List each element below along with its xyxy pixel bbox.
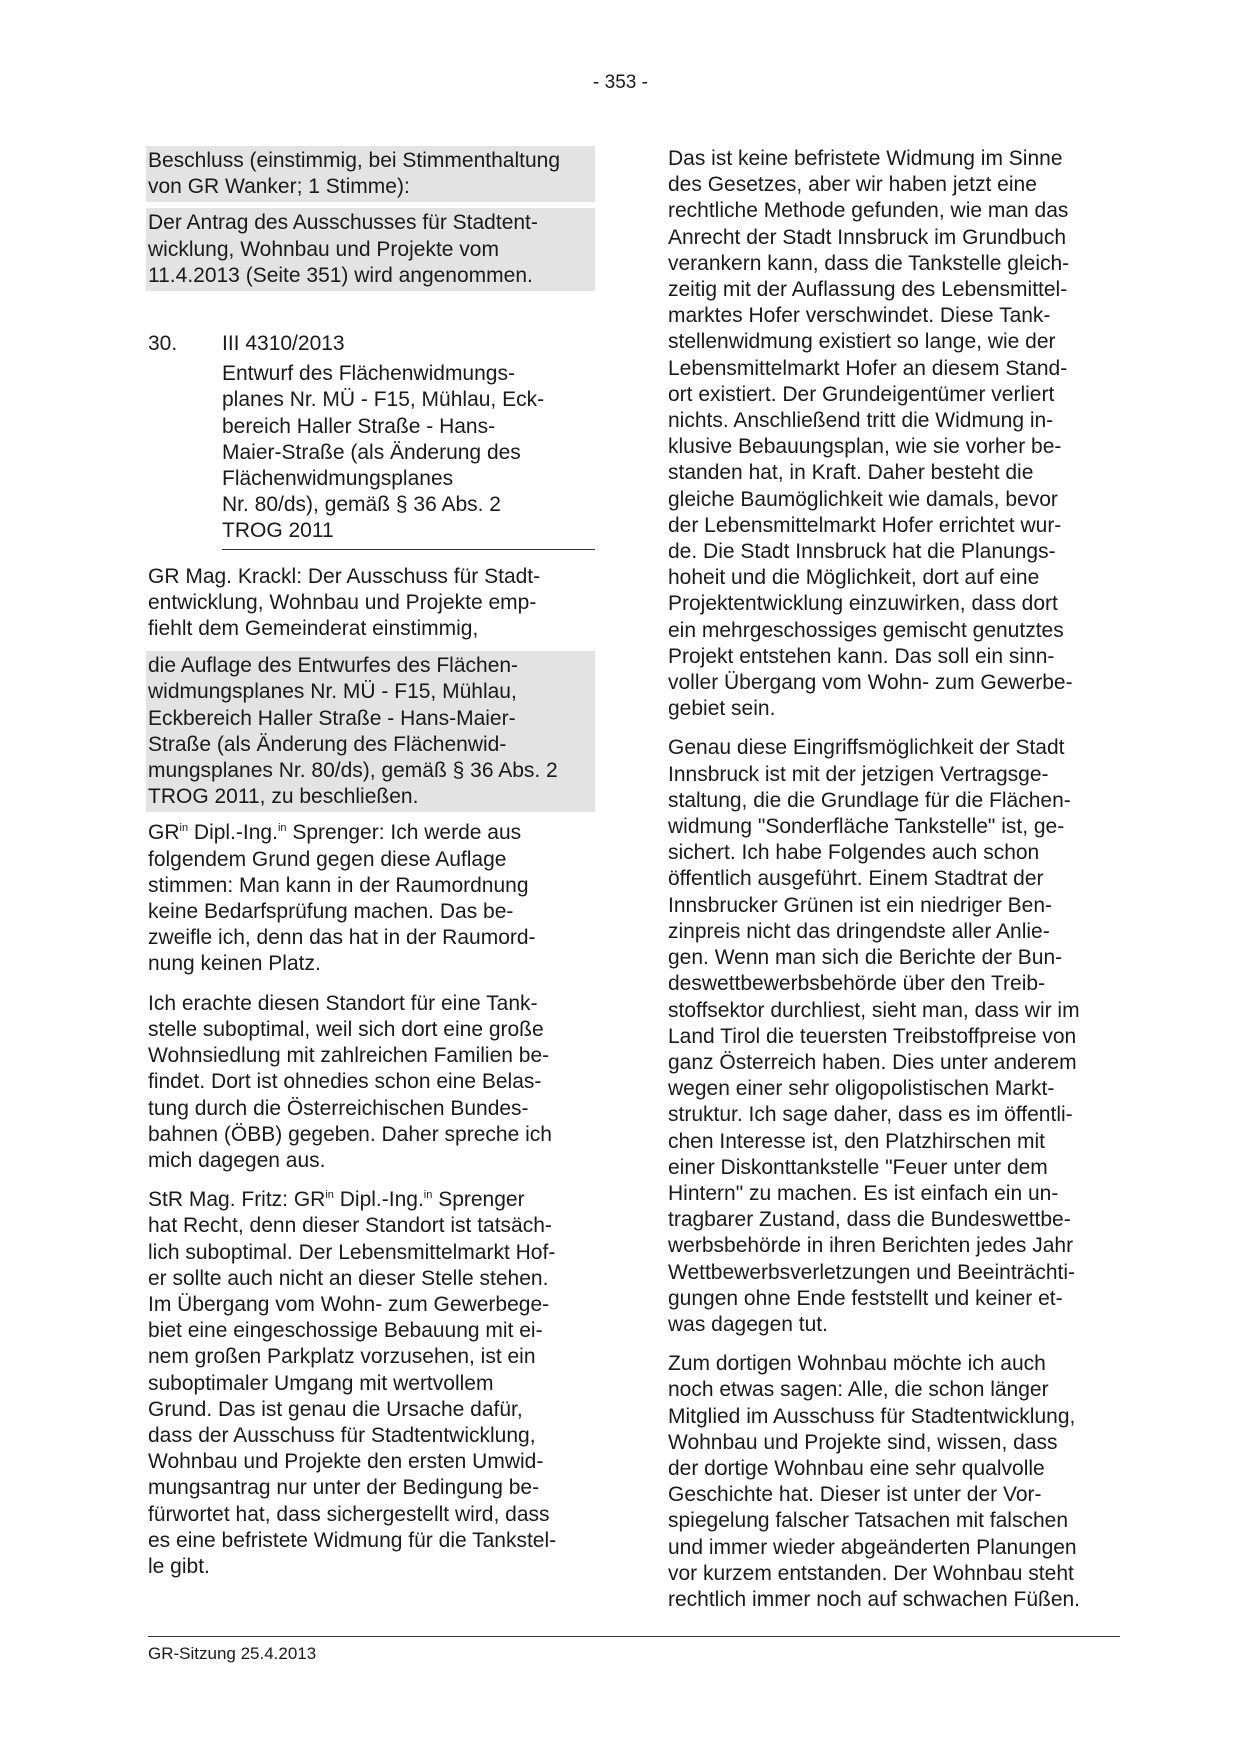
superscript: in xyxy=(423,1189,433,1202)
text-line: ort existiert. Der Grundeigentümer verliert xyxy=(668,382,1055,406)
text-line: stimmen: Man kann in der Raumordnung xyxy=(148,873,529,897)
text-line: Genau diese Eingriffsmöglichkeit der Stadt xyxy=(668,736,1065,760)
text-line: planes Nr. MÜ - F15, Mühlau, Eck- xyxy=(222,388,545,412)
text-line: standen hat, in Kraft. Daher besteht die xyxy=(668,461,1034,485)
text-line: öffentlich ausgeführt. Einem Stadtrat der xyxy=(668,867,1044,891)
text-line: Land Tirol die teuersten Treibstoffpreise von xyxy=(668,1024,1077,1048)
speaker-degree: Dipl.-Ing. xyxy=(188,821,278,845)
text-line: stellenwidmung existiert so lange, wie der xyxy=(668,330,1056,354)
text-line: stoffsektor durchliest, sieht man, dass wir im xyxy=(668,998,1080,1022)
agenda-item-number: 30. xyxy=(148,332,178,356)
text-line: Der Antrag des Ausschusses für Stadtent- xyxy=(148,211,538,235)
sprenger-paragraph xyxy=(148,820,595,977)
text-line: Hintern" zu machen. Es ist einfach ein un- xyxy=(668,1181,1059,1205)
antrag-block xyxy=(146,208,595,291)
text-line: Wohnbau und Projekte den ersten Umwid- xyxy=(148,1450,544,1474)
text-line: Lebensmittelmarkt Hofer an diesem Stand- xyxy=(668,356,1068,380)
text-line: noch etwas sagen: Alle, die schon länger xyxy=(668,1378,1049,1402)
text-line: tragbarer Zustand, dass die Bundeswettbe- xyxy=(668,1208,1071,1232)
text-line: Maier-Straße (als Änderung des xyxy=(222,440,521,464)
text-line: folgendem Grund gegen diese Auflage xyxy=(148,847,507,871)
text-line: der Lebensmittelmarkt Hofer errichtet wur- xyxy=(668,513,1062,537)
text-line: chen Interesse ist, den Platzhirschen mit xyxy=(668,1129,1046,1153)
text-line xyxy=(148,1187,595,1213)
text-line xyxy=(148,820,595,846)
text-line: hat Recht, denn dieser Standort ist tatsäch- xyxy=(148,1214,552,1238)
text-line: deswettbewerbsbehörde über den Treib- xyxy=(668,972,1046,996)
text-line: wegen einer sehr oligopolistischen Markt- xyxy=(668,1077,1055,1101)
text-line: einer Diskonttankstelle "Feuer unter dem xyxy=(668,1155,1048,1179)
text-line: sichert. Ich habe Folgendes auch schon xyxy=(668,841,1040,865)
text-line: mungsantrag nur unter der Bedingung be- xyxy=(148,1476,540,1500)
text-line: biet eine eingeschossige Bebauung mit ei- xyxy=(148,1319,543,1343)
text-line: Ich erachte diesen Standort für eine Tank- xyxy=(148,991,538,1015)
text-line: mich dagegen aus. xyxy=(148,1148,326,1172)
text-line: Entwurf des Flächenwidmungs- xyxy=(222,362,515,386)
text-line: struktur. Ich sage daher, dass es im öffentli- xyxy=(668,1103,1073,1127)
text-line: gungen ohne Ende feststellt und keiner et- xyxy=(668,1286,1063,1310)
left-column xyxy=(148,146,595,1593)
superscript: in xyxy=(277,822,287,835)
text-line: bahnen (ÖBB) gegeben. Daher spreche ich xyxy=(148,1122,552,1146)
text-line: TROG 2011 xyxy=(222,519,334,543)
text-line: Projektentwicklung einzuwirken, dass dort xyxy=(668,592,1058,616)
text-line: GR Mag. Krackl: Der Ausschuss für Stadt- xyxy=(148,564,541,588)
text-line: fürwortet hat, dass sichergestellt wird, dass xyxy=(148,1502,550,1526)
text-line: vor kurzem entstanden. Der Wohnbau steht xyxy=(668,1561,1074,1585)
text-line: ganz Österreich haben. Dies unter anderem xyxy=(668,1050,1077,1074)
text-line: TROG 2011, zu beschließen. xyxy=(148,785,419,809)
text-line: gen. Wenn man sich die Berichte der Bun- xyxy=(668,946,1063,970)
footer-rule xyxy=(148,1636,1120,1637)
agenda-item-code: III 4310/2013 xyxy=(222,332,345,356)
text-line: von GR Wanker; 1 Stimme): xyxy=(148,175,410,199)
text-line: nichts. Anschließend tritt die Widmung in- xyxy=(668,409,1054,433)
text-line: es eine befristete Widmung für die Tankstel- xyxy=(148,1528,557,1552)
text-line: er sollte auch nicht an dieser Stelle stehen. xyxy=(148,1266,549,1290)
text-line: stelle suboptimal, weil sich dort eine große xyxy=(148,1017,544,1041)
text-line: Beschluss (einstimmig, bei Stimmenthaltung xyxy=(148,149,561,172)
text-line: die Auflage des Entwurfes des Flächen- xyxy=(148,654,519,678)
text-line: Innsbruck ist mit der jetzigen Vertragsge- xyxy=(668,762,1049,786)
agenda-item-header xyxy=(148,331,595,357)
agenda-item-title xyxy=(222,361,595,549)
speaker-degree: Dipl.-Ing. xyxy=(333,1188,424,1212)
text-line: Straße (als Änderung des Flächenwid- xyxy=(148,732,507,756)
text-line: Eckbereich Haller Straße - Hans-Maier- xyxy=(148,706,516,730)
text-line: zweifle ich, denn das hat in der Raumord- xyxy=(148,926,536,950)
superscript: in xyxy=(179,822,189,835)
text-line: voller Übergang vom Wohn- zum Gewerbe- xyxy=(668,671,1073,695)
text-line: nem großen Parkplatz vorzusehen, ist ein xyxy=(148,1345,536,1369)
standort-paragraph xyxy=(148,991,595,1174)
text-line: Wohnbau und Projekte sind, wissen, dass xyxy=(668,1430,1058,1454)
text-line: Innsbrucker Grünen ist ein niedriger Ben- xyxy=(668,893,1053,917)
text-line: zeitig mit der Auflassung des Lebensmittel- xyxy=(668,278,1068,302)
text-line: wicklung, Wohnbau und Projekte vom xyxy=(148,237,499,261)
text-line: was dagegen tut. xyxy=(668,1312,828,1336)
text-line: widmung "Sonderfläche Tankstelle" ist, ge- xyxy=(668,815,1065,839)
text-line: spiegelung falscher Tatsachen mit falschen xyxy=(668,1509,1069,1533)
superscript: in xyxy=(325,1189,334,1202)
text-line: klusive Bebauungsplan, wie sie vorher be- xyxy=(668,435,1062,459)
text-line: bereich Haller Straße - Hans- xyxy=(222,414,496,438)
text-line: de. Die Stadt Innsbruck hat die Planungs- xyxy=(668,540,1056,564)
text-line: tung durch die Österreichischen Bundes- xyxy=(148,1096,529,1120)
text-line: gleiche Baumöglichkeit wie damals, bevor xyxy=(668,487,1058,511)
text-line: staltung, die die Grundlage für die Flächen- xyxy=(668,788,1071,812)
text-line: Im Übergang vom Wohn- zum Gewerbege- xyxy=(148,1292,550,1316)
text-line: Nr. 80/ds), gemäß § 36 Abs. 2 xyxy=(222,493,501,517)
text-line: lich suboptimal. Der Lebensmittelmarkt Hof- xyxy=(148,1240,556,1264)
text-line: rechtliche Methode gefunden, wie man das xyxy=(668,199,1069,223)
right-paragraph-3 xyxy=(668,1351,1116,1613)
text-line: entwicklung, Wohnbau und Projekte emp- xyxy=(148,590,537,614)
right-column xyxy=(668,146,1116,1626)
text-fragment: StR Mag. Fritz: GR xyxy=(148,1188,326,1212)
right-paragraph-1 xyxy=(668,146,1116,722)
text-line: gebiet sein. xyxy=(668,697,776,721)
text-line: Projekt entstehen kann. Das soll ein sinn- xyxy=(668,644,1055,668)
text-line: Mitglied im Ausschuss für Stadtentwicklung, xyxy=(668,1404,1076,1428)
text-line: le gibt. xyxy=(148,1554,210,1578)
auflage-block xyxy=(146,651,595,812)
text-line: fiehlt dem Gemeinderat einstimmig, xyxy=(148,617,479,641)
text-line: Geschichte hat. Dieser ist unter der Vor- xyxy=(668,1483,1042,1507)
speaker-title: GR xyxy=(148,821,180,845)
text-line: verankern kann, dass die Tankstelle gleich- xyxy=(668,251,1070,275)
krackl-paragraph xyxy=(148,564,595,643)
text-line: zinpreis nicht das dringendste aller Anlie- xyxy=(668,919,1050,943)
text-line: und immer wieder abgeänderten Planungen xyxy=(668,1535,1077,1559)
text-line: Anrecht der Stadt Innsbruck im Grundbuch xyxy=(668,225,1067,249)
text-line: keine Bedarfsprüfung machen. Das be- xyxy=(148,900,514,924)
text-line: suboptimaler Umgang mit wertvollem xyxy=(148,1371,494,1395)
text-line: ein mehrgeschossiges gemischt genutztes xyxy=(668,618,1064,642)
right-paragraph-2 xyxy=(668,735,1116,1338)
text-line: marktes Hofer verschwindet. Diese Tank- xyxy=(668,304,1051,328)
text-line: der dortige Wohnbau eine sehr qualvolle xyxy=(668,1456,1045,1480)
text-line: des Gesetzes, aber wir haben jetzt eine xyxy=(668,173,1037,197)
text-line: 11.4.2013 (Seite 351) wird angenommen. xyxy=(148,263,533,287)
page-number: - 353 - xyxy=(593,72,648,93)
text-line: werbsbehörde in ihren Berichten jedes Jahr xyxy=(668,1234,1074,1258)
text-line: Flächenwidmungsplanes xyxy=(222,467,454,491)
text-line: Wohnsiedlung mit zahlreichen Familien be- xyxy=(148,1044,550,1068)
text-line: Grund. Das ist genau die Ursache dafür, xyxy=(148,1397,523,1421)
text-line: Das ist keine befristete Widmung im Sinne xyxy=(668,147,1063,170)
text-fragment: Sprenger: Ich werde aus xyxy=(286,821,522,845)
beschluss-block xyxy=(146,146,595,202)
text-line: nung keinen Platz. xyxy=(148,952,321,976)
text-line: hoheit und die Möglichkeit, dort auf eine xyxy=(668,566,1040,590)
fritz-paragraph xyxy=(148,1187,595,1580)
text-line: rechtlich immer noch auf schwachen Füßen. xyxy=(668,1587,1081,1611)
text-fragment: Sprenger xyxy=(432,1188,525,1212)
footer-session-date: GR-Sitzung 25.4.2013 xyxy=(148,1644,317,1663)
text-line: Wettbewerbsverletzungen und Beeinträchti- xyxy=(668,1260,1076,1284)
text-line: dass der Ausschuss für Stadtentwicklung, xyxy=(148,1423,536,1447)
text-line: mungsplanes Nr. 80/ds), gemäß § 36 Abs. 2 xyxy=(148,759,558,783)
text-line: Zum dortigen Wohnbau möchte ich auch xyxy=(668,1352,1046,1376)
text-line: widmungsplanes Nr. MÜ - F15, Mühlau, xyxy=(148,680,517,704)
text-line: findet. Dort ist ohnedies schon eine Belas- xyxy=(148,1070,542,1094)
